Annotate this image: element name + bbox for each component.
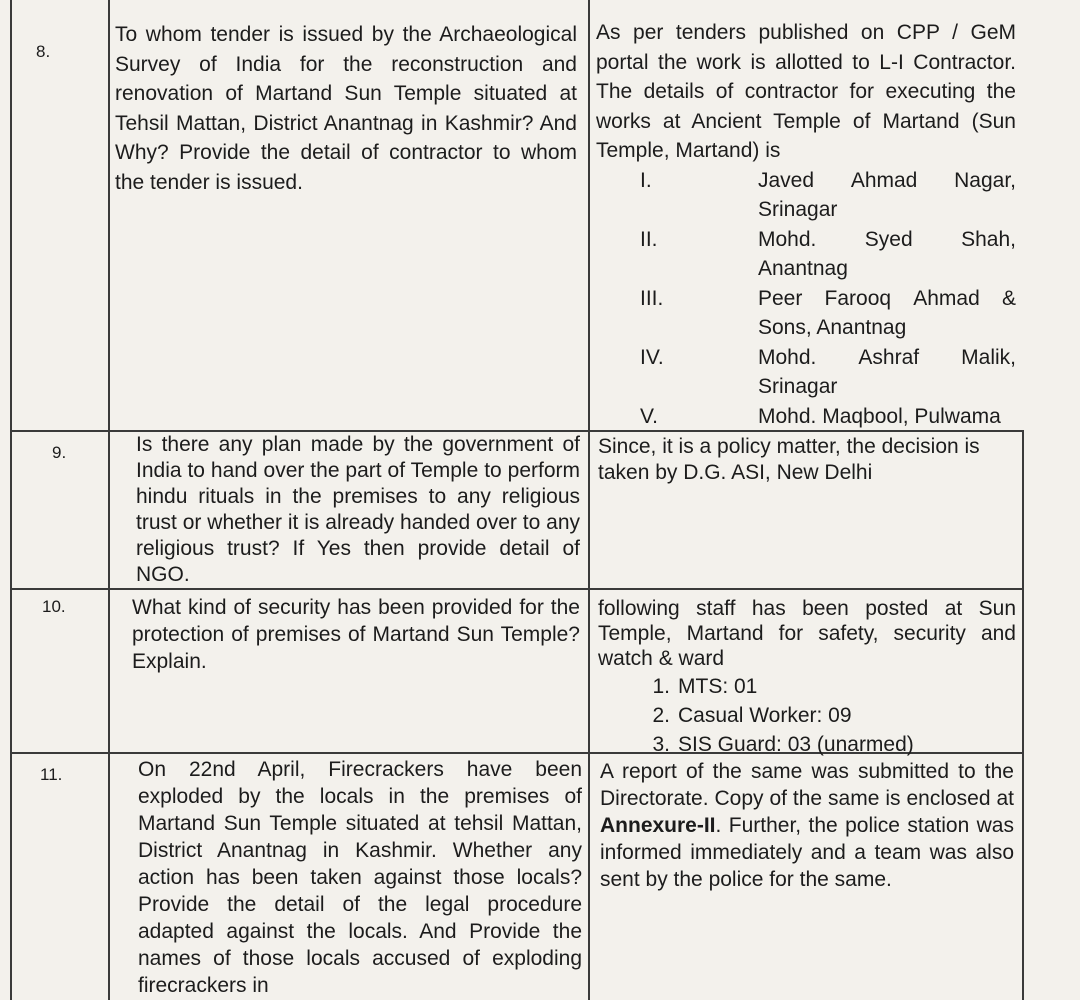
- serial-number: 8.: [36, 42, 51, 61]
- serial-number: 9.: [52, 443, 67, 462]
- answer-cell: [598, 596, 1016, 757]
- staff-list: [598, 674, 1016, 757]
- list-item: [598, 674, 1016, 699]
- list-number: II.: [640, 227, 658, 251]
- table-right-border: [1022, 430, 1024, 1000]
- contractor-name-part: Nagar,: [954, 168, 1016, 192]
- answer-text: Since, it is a policy matter, the decision is taken by D.G. ASI, New Delhi: [598, 435, 980, 484]
- table-left-border: [10, 0, 12, 1000]
- staff-entry: Casual Worker: 09: [678, 704, 852, 727]
- list-number: 1.: [652, 675, 670, 698]
- row-divider-9-10: [10, 588, 1024, 590]
- contractor-list: [596, 166, 1016, 432]
- list-item: [596, 402, 1016, 432]
- contractor-name-part: Farooq: [824, 286, 892, 310]
- contractor-name-part: Malik,: [961, 345, 1016, 369]
- contractor-name: Mohd. Maqbool, Pulwama: [758, 404, 1001, 428]
- question-text: To whom tender is issued by the Archaeological Survey of India for the reconstruction and renovation of Martand Sun Temple situated at Tehsil Mattan, District Anantnag in Kashmir? And Why? Provide the detail of contractor to whom the tender is issued.: [115, 23, 577, 194]
- contractor-name-part: Ashraf: [858, 345, 920, 369]
- list-item: [598, 703, 1016, 728]
- contractor-name-part: Mohd.: [758, 227, 817, 251]
- column-divider-sno: [108, 0, 110, 1000]
- list-number: I.: [640, 168, 652, 192]
- question-text: What kind of security has been provided for the protection of premises of Martand Sun Temple? Explain.: [132, 596, 580, 673]
- list-number: IV.: [640, 345, 664, 369]
- list-number: 2.: [652, 704, 670, 727]
- question-text: On 22nd April, Firecrackers have been exploded by the locals in the premises of Martand Sun Temple situated at tehsil Mattan, District Anantnag in Kashmir. Whether any action has been taken against those locals? Provide the detail of the legal procedure adapted against the locals. And Provide the names of those locals accused of exploding firecrackers in: [138, 758, 582, 997]
- list-item: [596, 343, 1016, 402]
- question-text: Is there any plan made by the government of India to hand over the part of Temple to perform hindu rituals in the premises to any religious trust or whether it is already handed over to any religious trust? If Yes then provide detail of NGO.: [136, 433, 580, 586]
- staff-entry: MTS: 01: [678, 675, 758, 698]
- column-divider-answer: [588, 0, 590, 1000]
- list-item: [598, 732, 1016, 757]
- answer-cell: [600, 758, 1014, 893]
- contractor-name-part: Syed: [864, 227, 913, 251]
- contractor-name-part: Mohd.: [758, 345, 817, 369]
- answer-text: A report of the same was submitted to the Directorate. Copy of the same is enclosed at: [600, 760, 1014, 810]
- answer-cell: [596, 18, 1016, 431]
- list-number: 3.: [652, 733, 670, 756]
- contractor-name-part: Peer: [758, 286, 803, 310]
- list-number: III.: [640, 286, 664, 310]
- list-item: [596, 166, 1016, 225]
- contractor-name-part: &: [1001, 286, 1016, 310]
- contractor-location: Anantnag: [758, 257, 848, 280]
- annexure-reference: Annexure-II: [600, 814, 716, 837]
- contractor-location: Sons, Anantnag: [758, 316, 907, 339]
- list-item: [596, 225, 1016, 284]
- contractor-location: Srinagar: [758, 375, 838, 398]
- contractor-name-part: Shah,: [961, 227, 1016, 251]
- answer-text: following staff has been posted at Sun Temple, Martand for safety, security and watch & ward: [598, 597, 1016, 670]
- list-item: [596, 284, 1016, 343]
- serial-number: 10.: [42, 597, 66, 616]
- contractor-location: Srinagar: [758, 198, 838, 221]
- contractor-name-part: Ahmad: [913, 286, 980, 310]
- answer-text: As per tenders published on CPP / GeM portal the work is allotted to L-I Contractor. The details of contractor for executing the works at Ancient Temple of Martand (Sun Temple, Martand) is: [596, 21, 1016, 162]
- answer-text-continued: . Further, the police station was informed immediately and a team was also sent by the police for the same.: [600, 814, 1014, 891]
- contractor-name-part: Javed: [758, 168, 815, 192]
- contractor-name-part: Ahmad: [850, 168, 918, 192]
- staff-entry: SIS Guard: 03 (unarmed): [678, 733, 914, 756]
- serial-number: 11.: [40, 765, 63, 784]
- list-number: V.: [640, 404, 658, 428]
